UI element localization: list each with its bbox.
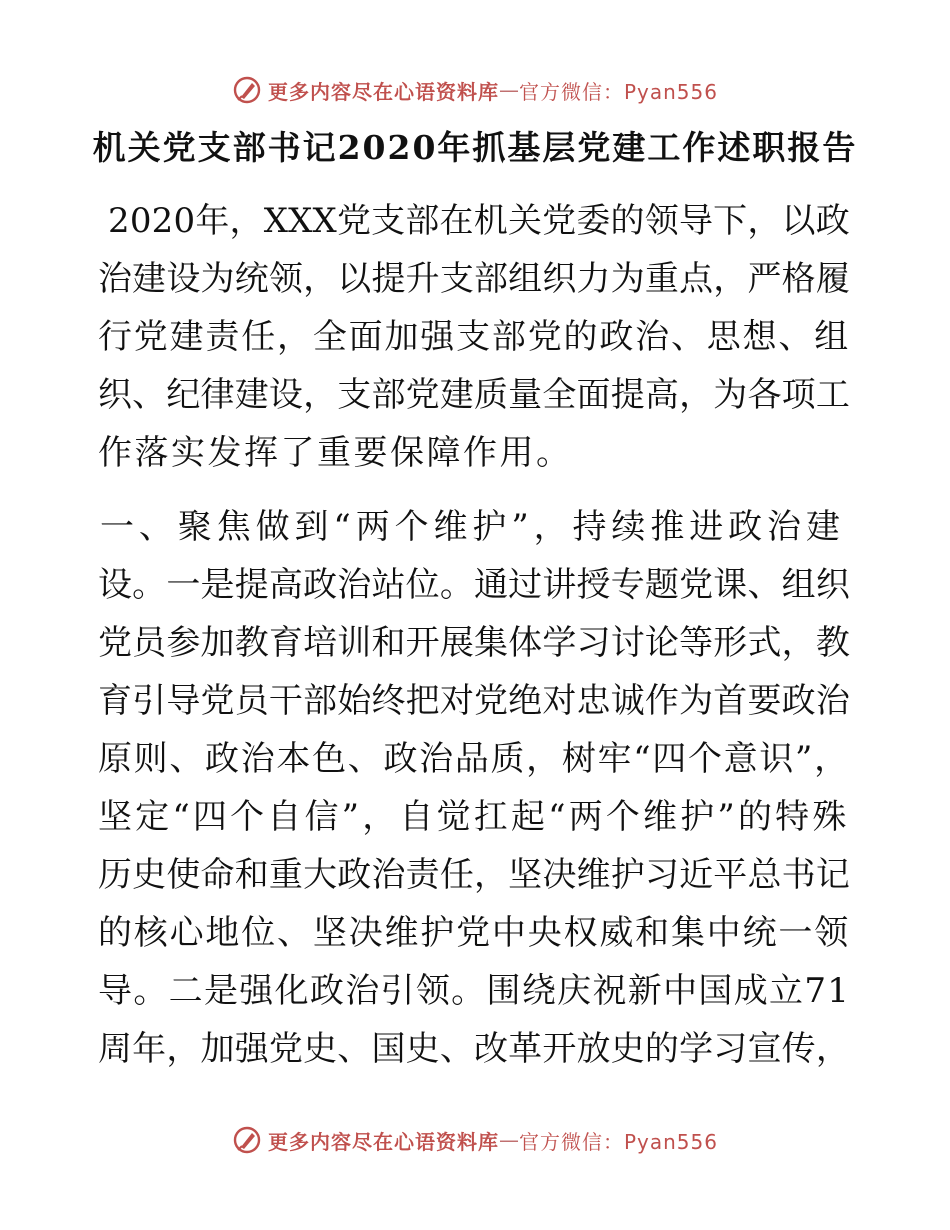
body-line: 设。一是提高政治站位。通过讲授专题党课、组织 bbox=[98, 565, 850, 605]
body-line: 治建设为统领，以提升支部组织力为重点，严格履 bbox=[98, 259, 850, 299]
quill-logo-icon bbox=[232, 75, 262, 105]
watermark-contact: 官方微信：Pyan556 bbox=[518, 79, 718, 104]
body-line: 原则、政治本色、政治品质，树牢“四个意识”， bbox=[98, 739, 850, 779]
section-heading-line: 一、聚焦做到“两个维护”，持续推进政治建 bbox=[100, 507, 845, 547]
watermark-separator: — bbox=[498, 78, 519, 102]
watermark-text: 更多内容尽在心语资料库 bbox=[267, 1129, 499, 1154]
body-line: 织、纪律建设，支部党建质量全面提高，为各项工 bbox=[98, 375, 850, 415]
body-line: 的核心地位、坚决维护党中央权威和集中统一领 bbox=[98, 913, 850, 953]
footer-watermark bbox=[0, 1120, 950, 1160]
document-title: 机关党支部书记2020年抓基层党建工作述职报告 bbox=[92, 128, 858, 167]
body-line: 作落实发挥了重要保障作用。 bbox=[98, 433, 573, 473]
body-line: 历史使命和重大政治责任，坚决维护习近平总书记 bbox=[98, 855, 850, 895]
body-line: 导。二是强化政治引领。围绕庆祝新中国成立71 bbox=[98, 971, 851, 1011]
watermark-separator: — bbox=[498, 1128, 519, 1152]
body-line: 2020年，XXX党支部在机关党委的领导下，以政 bbox=[108, 201, 850, 241]
header-watermark bbox=[0, 70, 950, 110]
watermark-contact: 官方微信：Pyan556 bbox=[518, 1129, 718, 1154]
body-line: 育引导党员干部始终把对党绝对忠诚作为首要政治 bbox=[98, 681, 850, 721]
watermark-text: 更多内容尽在心语资料库 bbox=[267, 79, 499, 104]
quill-logo-icon bbox=[232, 1125, 262, 1155]
body-line: 坚定“四个自信”，自觉扛起“两个维护”的特殊 bbox=[98, 797, 850, 837]
body-line: 周年，加强党史、国史、改革开放史的学习宣传， bbox=[98, 1029, 850, 1069]
body-line: 行党建责任，全面加强支部党的政治、思想、组 bbox=[98, 317, 850, 357]
body-line: 党员参加教育培训和开展集体学习讨论等形式，教 bbox=[98, 623, 850, 663]
